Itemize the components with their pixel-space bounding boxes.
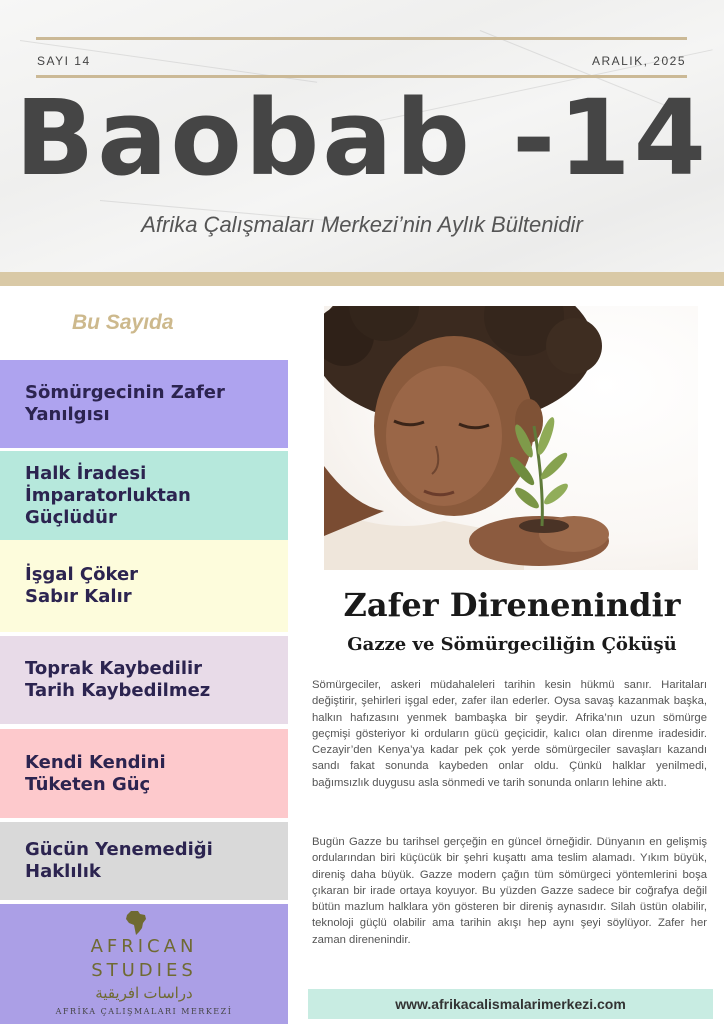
newsletter-title: Baobab -14 [14,77,710,199]
website-link[interactable]: www.afrikacalismalarimerkezi.com [308,989,713,1019]
toc-item-line: Toprak Kaybedilir [25,658,203,679]
logo-arabic-text: دراسات افريقية [95,985,193,1002]
article-paragraph-2: Bugün Gazze bu tarihsel gerçeğin en güncel örneğidir. Dünyanın en gelişmiş ordularından biri küçücük bir şehri kuşattı ama teslim alamadı. Yıkım büyük, direniş daha büyük. Gazze modern çağın tüm sömürgeci yöntemlerini boşa çıkaran bir irade ortaya koyuyor. Bu yüzden Gazze sadece bir coğrafya değil bütün mazlum halklara yön gösteren bir direniş aynasıdır. Silah üstün olabilir, teknoloji güçlü olabilir ama tarihin akışı hep aynı şeyi söylüyor. Zafer her zaman direnenindir. [312,836,707,946]
top-rule [36,37,687,40]
logo-line-african: AFRICAN [90,936,198,957]
toc-item-line: Kendi Kendini [25,751,166,773]
toc-item-line: Yanılgısı [25,404,110,425]
article-paragraph-1: Sömürgeciler, askeri müdahaleleri tarihin kesin hükmü sanır. Haritaları değiştirir, şehirleri işgal eder, zafer ilan ederler. Oysa savaş kazanmak başka, halkın hafızasını yenmek bambaşka bir şeydir. Afrika’nın uzun sömürge geçmişi gösteriyor ki orduların gücü geçicidir, kalıcı olan direnme iradesidir. Cezayir’den Kenya’ya kadar pek çok yerde sömürgeciler savaşları kazandı sandı fakat sonunda kaybeden onlar oldu. Çünkü halklar yenilmedi, bağımsızlık duygusu asla sönmedi ve tarih sonunda onların lehine aktı. [312,679,707,789]
toc-item-line: İmparatorluktan [25,484,191,506]
article-subheadline: Gazze ve Sömürgeciliğin Çöküşü [347,634,677,655]
article-headline: Zafer Direnenindir [343,586,681,624]
toc-item-line: Gücün Yenemediği [25,839,213,860]
child-with-seedling-photo [324,306,698,570]
toc-item-4[interactable] [0,636,288,724]
toc-item-2[interactable] [0,451,288,540]
masthead-header [0,0,724,286]
toc-item-line: Sabır Kalır [25,586,132,607]
toc-item-line: Tüketen Güç [25,773,151,795]
toc-item-line: Halk İradesi [25,462,147,484]
african-studies-logo [0,904,288,1024]
toc-item-line: İşgal Çöker [25,564,139,585]
toc-item-5[interactable] [0,729,288,818]
issue-date: ARALIK, 2025 [591,54,686,68]
toc-item-1[interactable] [0,360,288,448]
toc-title: Bu Sayıda [72,311,174,334]
logo-line-studies: STUDIES [91,960,197,981]
africa-map-icon [125,910,147,936]
toc-item-line: Güçlüdür [25,506,117,528]
issue-number: SAYI 14 [37,54,91,68]
newsletter-subtitle: Afrika Çalışmaları Merkezi’nin Aylık Bültenidir [141,212,583,237]
toc-item-6[interactable] [0,822,288,900]
toc-item-line: Tarih Kaybedilmez [25,680,211,701]
toc-item-line: Sömürgecinin Zafer [25,382,225,403]
logo-merkez-text: AFRİKA ÇALIŞMALARI MERKEZİ [55,1007,233,1016]
toc-item-line: Haklılık [25,861,101,882]
header-band [0,272,724,286]
toc-item-3[interactable] [0,540,288,632]
